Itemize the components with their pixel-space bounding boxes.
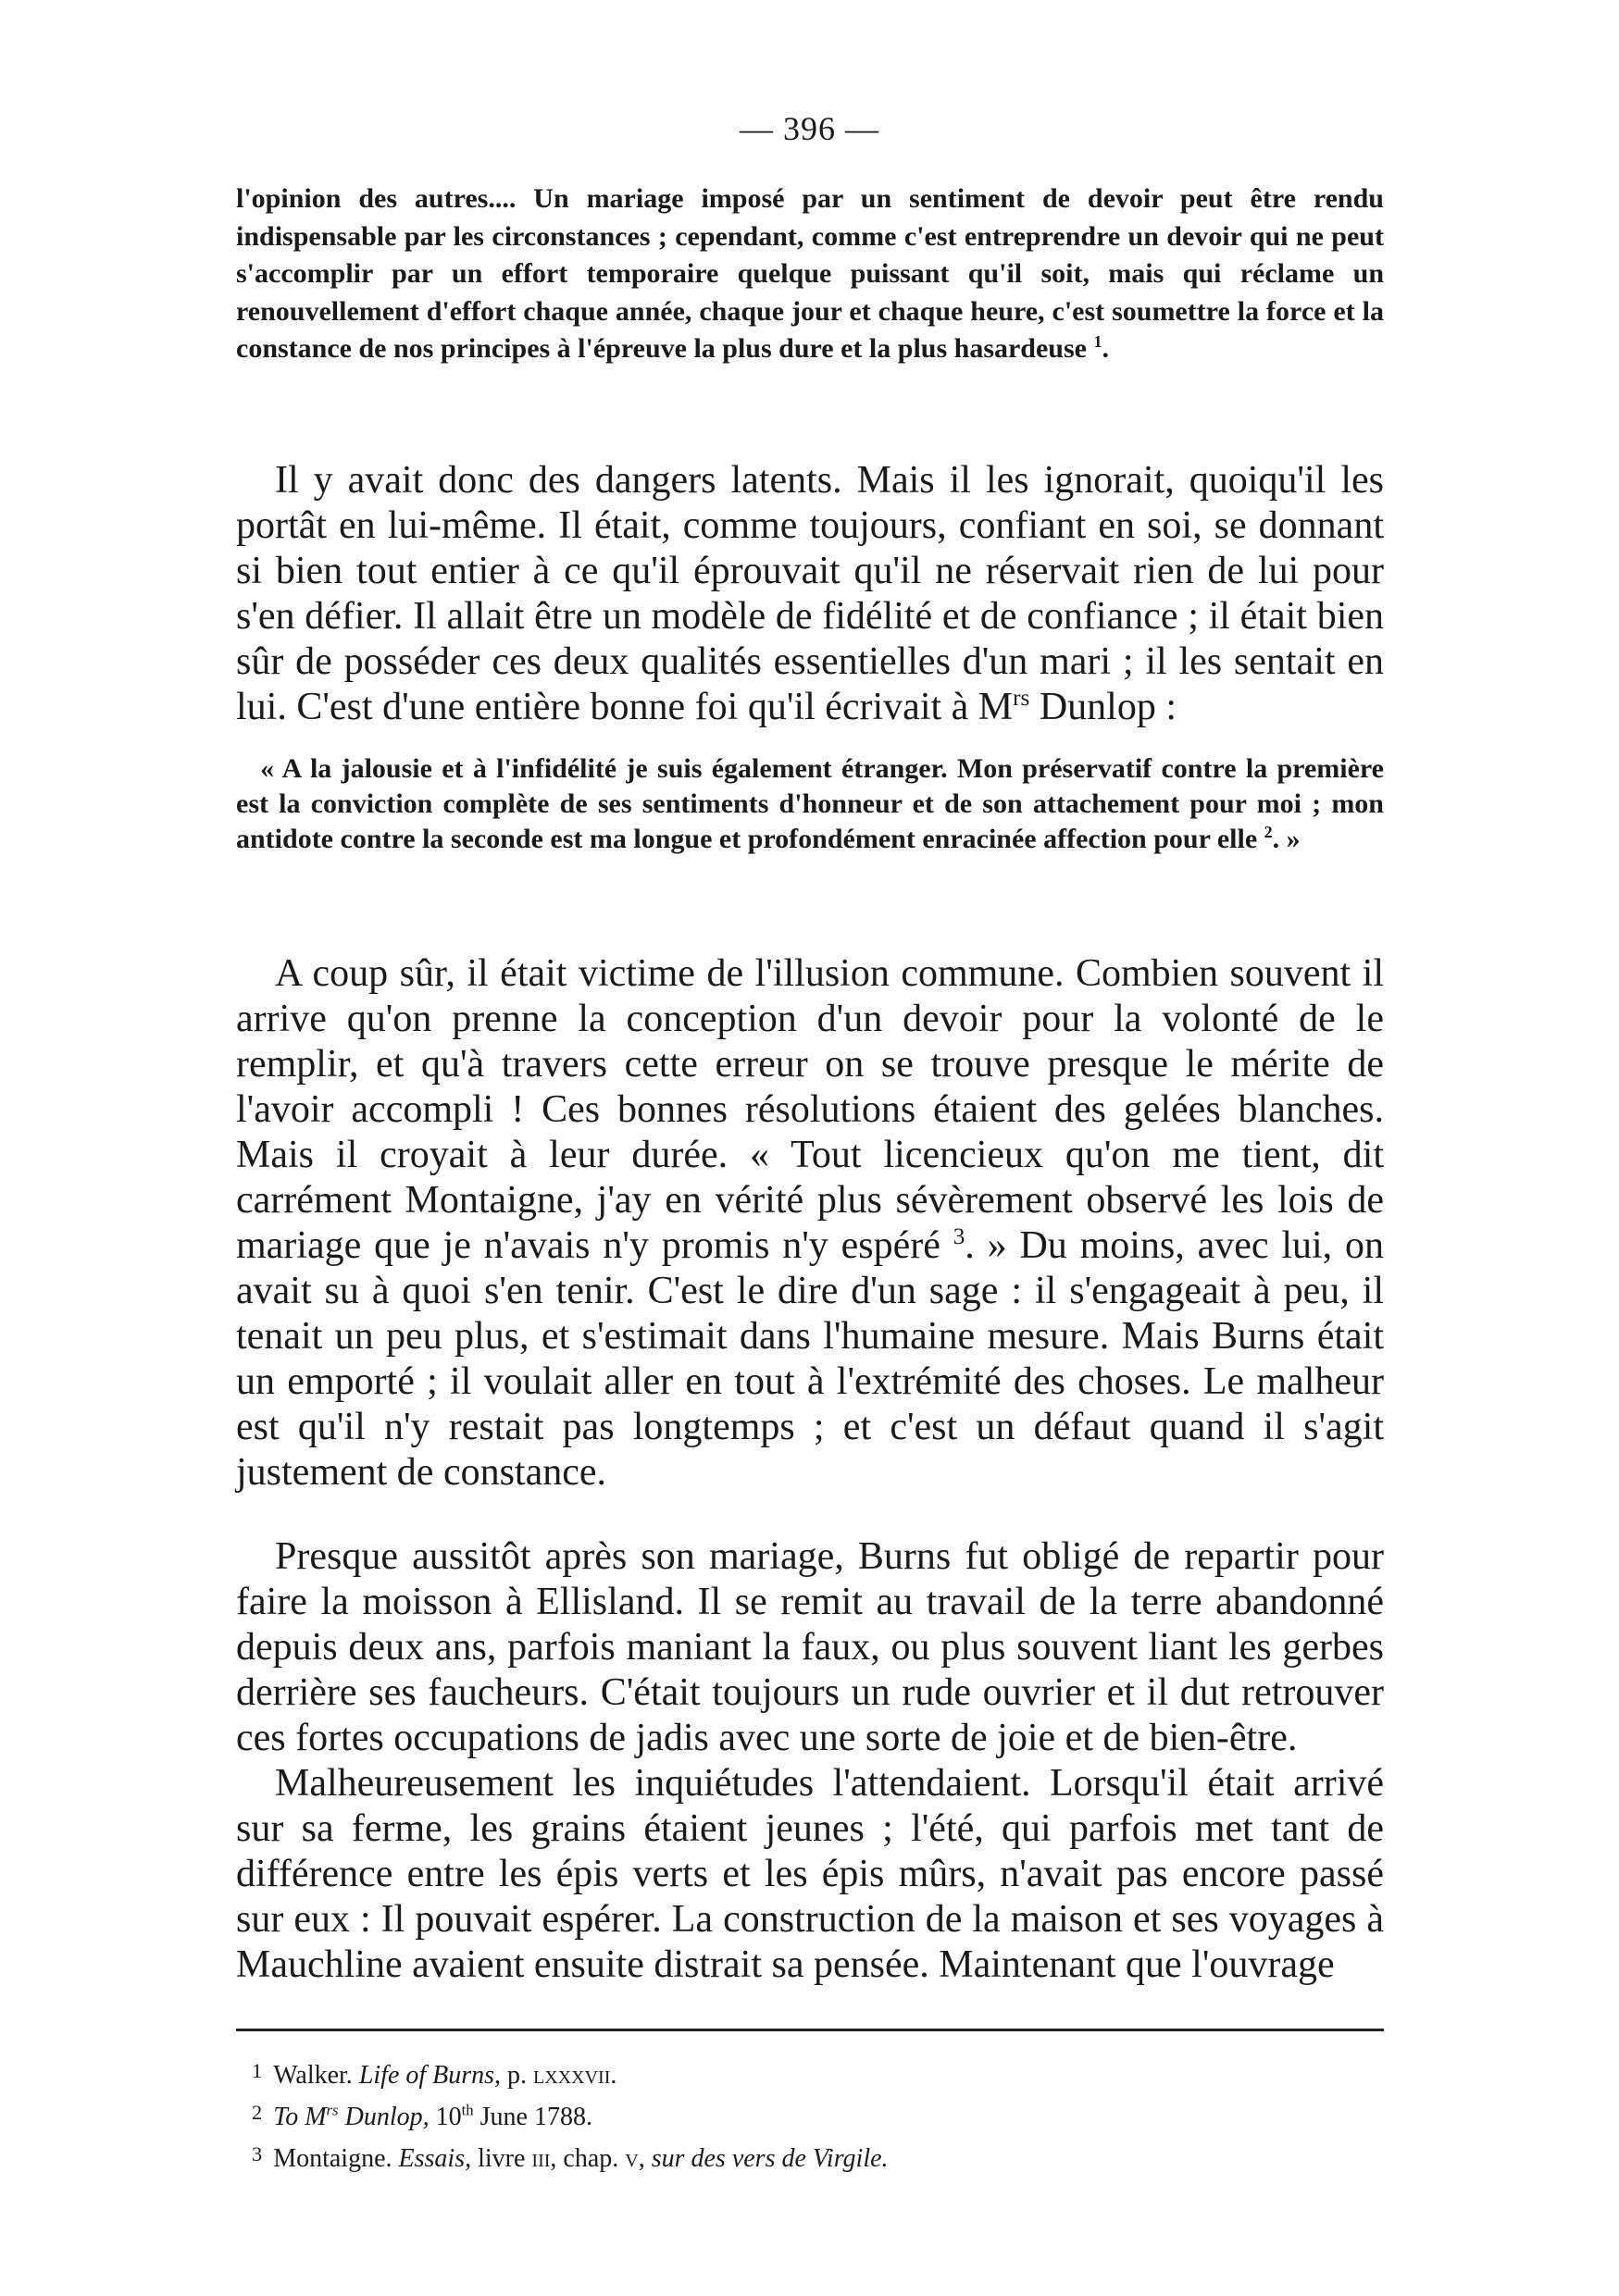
quotation-end: .: [1102, 333, 1109, 364]
footnote-3: [252, 2136, 1363, 2178]
footnote-chapter: v: [625, 2144, 639, 2173]
paragraph-end: Dunlop :: [1029, 686, 1177, 728]
footnote-title-end: Dunlop,: [338, 2103, 430, 2131]
footnote-title: Life of Burns,: [358, 2061, 502, 2090]
footnote-title: Essais,: [398, 2144, 472, 2173]
footnote-date-superscript: th: [461, 2101, 474, 2119]
footnote-title: To M: [273, 2103, 327, 2131]
footnote-ref-2: 2: [1264, 823, 1273, 841]
letter-quotation-text: « A la jalousie et à l'infidélité je suis également étranger. Mon préservatif contre la première est la conviction complète de ses sentiments d'honneur et de son attachement pour moi ; mon antidote contre la seconde est ma longue et profondément enracinée affection pour elle: [236, 753, 1384, 854]
body-paragraph-2: [236, 951, 1384, 1496]
footnote-number: 3: [252, 2142, 263, 2166]
quotation-text: l'opinion des autres.... Un mariage imposé par un sentiment de devoir peut être rendu indispensable par les circonstances ; cependant, comme c'est entreprendre un devoir qui ne peut s'accomplir par un effort temporaire quelque puissant qu'il soit, mais qui réclame un renouvellement d'effort chaque année, chaque jour et chaque heure, c'est soumettre la force et la constance de nos principes à l'épreuve la plus dure et la plus hasardeuse: [236, 183, 1384, 364]
quotation-block: [236, 180, 1384, 368]
page-number: — 396 —: [740, 110, 879, 147]
footnote-book: iii: [531, 2144, 551, 2173]
footnotes: [252, 2053, 1363, 2178]
letter-quotation: [236, 751, 1384, 857]
footnote-ref-1: 1: [1093, 332, 1102, 351]
footnote-chap-prefix: , chap.: [550, 2144, 619, 2173]
footnote-page: lxxxvii.: [533, 2061, 617, 2090]
quotation-paragraph: [236, 180, 1384, 368]
body-paragraph-3: [236, 1534, 1384, 1761]
title-superscript: rs: [1013, 686, 1030, 711]
body-paragraph-4: [236, 1761, 1384, 1988]
footnote-divider: [236, 2029, 1384, 2031]
paragraph-text: Malheureusement les inquiétudes l'attendaient. Lorsqu'il était arrivé sur sa ferme, les grains étaient jeunes ; l'été, qui parfois met tant de différence entre les épis verts et les épis mûrs, n'avait pas encore passé sur eux : Il pouvait espérer. La construction de la maison et ses voyages à Mauchline avaient ensuite distrait sa pensée. Maintenant que l'ouvrage: [236, 1762, 1384, 1986]
paragraph-text: Presque aussitôt après son mariage, Burns fut obligé de repartir pour faire la moisson à Ellisland. Il se remit au travail de la terre abandonné depuis deux ans, parfois maniant la faux, ou plus souvent liant les gerbes derrière ses faucheurs. C'était toujours un rude ouvrier et il dut retrouver ces fortes occupations de jadis avec une sorte de joie et de bien-être.: [236, 1535, 1384, 1759]
paragraph-text: [236, 458, 1384, 730]
paragraph-body: A coup sûr, il était victime de l'illusion commune. Combien souvent il arrive qu'on prenne la conception d'un devoir pour la volonté de le remplir, et qu'à travers cette erreur on se trouve presque le mérite de l'avoir accompli ! Ces bonnes résolutions étaient des gelées blanches. Mais il croyait à leur durée. « Tout licencieux qu'on me tient, dit carrément Montaigne, j'ay en vérité plus sévèrement observé les lois de mariage que je n'avais n'y promis n'y espéré: [236, 952, 1384, 1267]
footnote-separator: ,: [638, 2144, 645, 2173]
paragraph-end: . » Du moins, avec lui, on avait su à quoi s'en tenir. C'est le dire d'un sage : il s'engageait à peu, il tenait un peu plus, et s'estimait dans l'humaine mesure. Mais Burns était un emporté ; il voulait aller en tout à l'extrémité des choses. Le malheur est qu'il n'y restait pas longtemps ; et c'est un défaut quand il s'agit justement de constance.: [236, 1224, 1385, 1494]
letter-quotation-end: . »: [1272, 824, 1301, 854]
footnote-page-prefix: p.: [507, 2061, 528, 2090]
footnote-title-superscript: rs: [326, 2101, 339, 2119]
footnote-ref-3: 3: [953, 1224, 965, 1249]
footnote-number: 2: [252, 2101, 263, 2124]
paragraph-text: [236, 951, 1384, 1496]
footnote-ref-label: livre: [478, 2144, 526, 2173]
footnote-1: [252, 2053, 1363, 2094]
letter-quotation-block: [236, 751, 1384, 857]
footnote-2: [252, 2094, 1363, 2136]
paragraph-body: Il y avait donc des dangers latents. Mais il les ignorait, quoiqu'il les portât en lui-même. Il était, comme toujours, confiant en soi, se donnant si bien tout entier à ce qu'il éprouvait qu'il ne réservait rien de lui pour s'en défier. Il allait être un modèle de fidélité et de confiance ; il était bien sûr de posséder ces deux qualités essentielles d'un mari ; il les sentait en lui. C'est d'une entière bonne foi qu'il écrivait à M: [236, 459, 1384, 728]
footnote-author: Walker.: [273, 2061, 353, 2090]
footnote-date-day: 10: [435, 2103, 462, 2131]
footnote-subtitle: sur des vers de Virgile.: [651, 2144, 889, 2173]
footnote-author: Montaigne.: [273, 2144, 392, 2173]
footnote-date: June 1788.: [473, 2103, 592, 2131]
body-paragraph-1: [236, 458, 1384, 730]
footnote-number: 1: [252, 2059, 263, 2082]
